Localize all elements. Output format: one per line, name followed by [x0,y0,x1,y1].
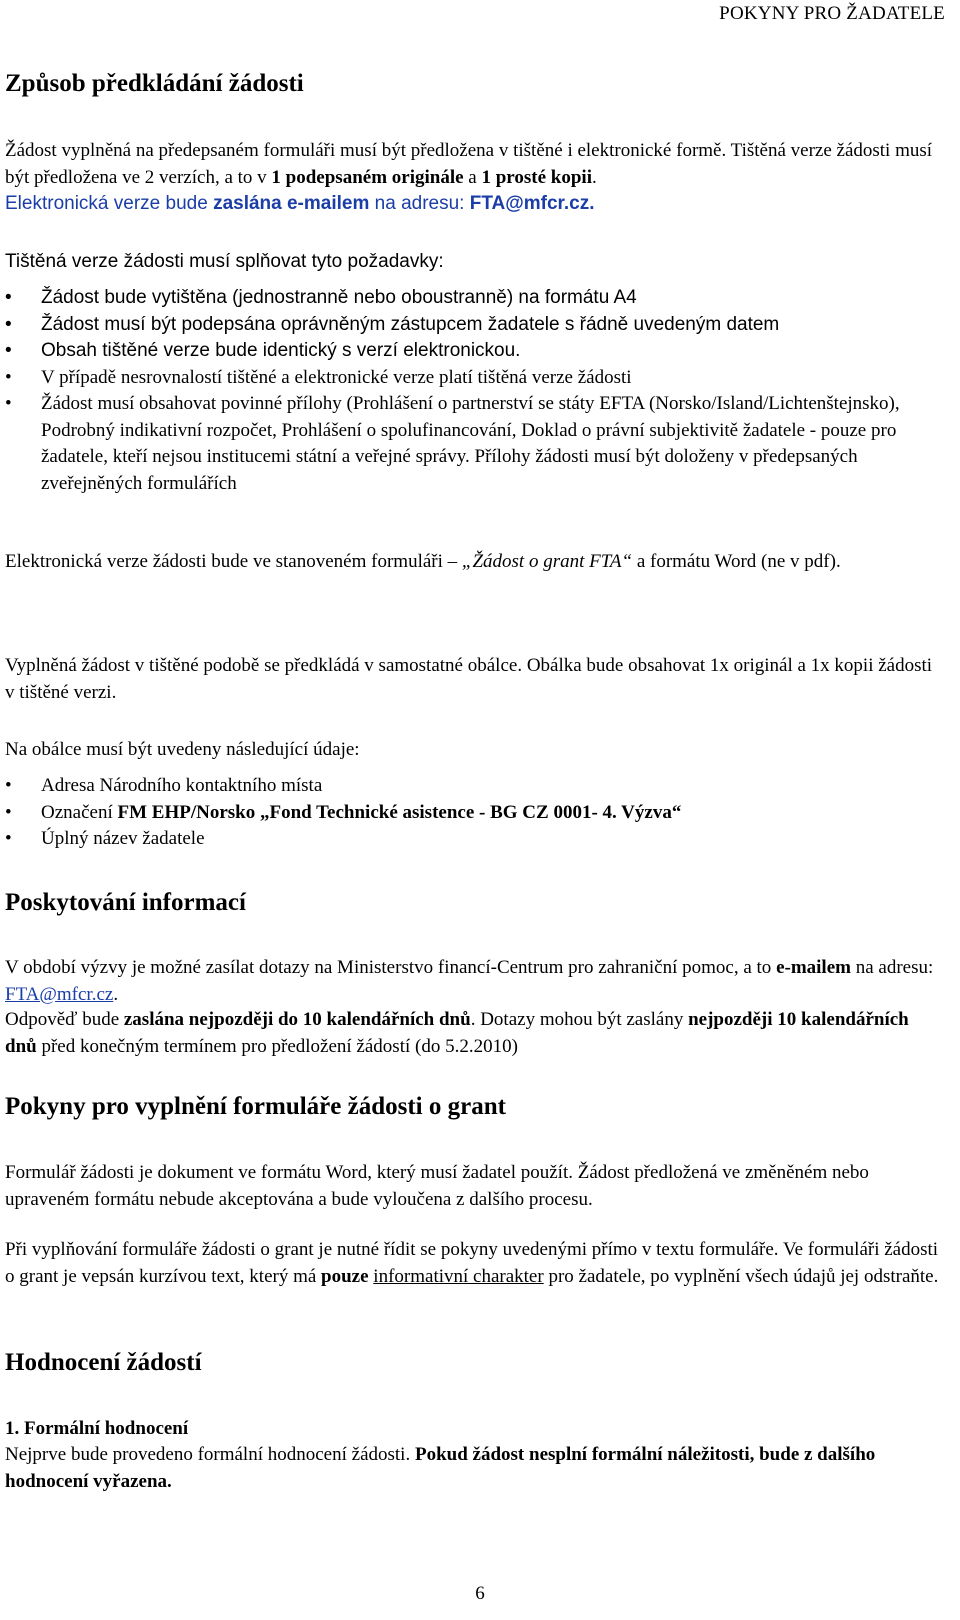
electronic-version-paragraph [5,549,945,576]
bullet-icon: • [5,393,12,414]
text-run: Elektronická verze bude [5,193,214,214]
text-bold: zaslána nejpozději do 10 kalendářních dnů [123,1009,471,1030]
section-heading-submission: Způsob předkládání žádosti [5,70,304,97]
text-run: na adresu: [850,957,934,978]
section-heading-form: Pokyny pro vyplnění formuláře žádosti o grant [5,1093,506,1120]
bullet-icon: • [5,366,12,388]
text-bold: Pokud žádost nesplní formální náležitosti, bude z dalšího hodnocení vyřazena. [5,1444,876,1492]
text-run: . Dotazy mohou být zaslány [470,1009,689,1030]
text-italic: „Žádost o grant FTA“ [461,551,633,572]
bullet-icon: • [5,313,12,335]
text-bold: zaslána e-mailem [213,193,370,214]
text-run: Při vyplňování formuláře žádosti o grant je nutné řídit se pokyny uvedenými přímo v textu formuláře. Ve formuláři žádosti o grant je vepsán kurzívou text, který má [5,1239,939,1287]
envelope-paragraph: Vyplněná žádost v tištěné podobě se předkládá v samostatné obálce. Obálka bude obsahovat 1x originál a 1x kopii žádosti v tištěné verzi. [5,655,933,703]
list-item-text: Adresa Národního kontaktního místa [41,775,323,796]
list-item-text: Označení [41,801,118,823]
list-item [5,312,945,339]
text-underlined: informativní charakter [373,1265,544,1287]
text-run: Elektronická verze žádosti bude ve stanoveném formuláři – [5,551,462,572]
subheading-text: 1. Formální hodnocení [5,1418,189,1439]
envelope-intro: Na obálce musí být uvedeny následující údaje: [5,739,360,760]
running-header: POKYNY PRO ŽADATELE [719,3,945,24]
requirements-list [5,285,945,497]
list-item-text: Žádost musí obsahovat povinné přílohy (Prohlášení o partnerství se státy EFTA (Norsko/Island/Lichtenštejnsko), Podrobný indikativní rozpočet, Prohlášení o spolufinancování, Doklad o právní subjektivitě žadatele - pouze pro žadatele, kteří nejsou institucemi státní a veřejné správy. Přílohy žádosti musí být doloženy v předepsaných zveřejněných formulářích [41,393,900,494]
text-run: před konečným termínem pro předložení žádostí (do 5.2.2010) [36,1035,518,1057]
bullet-icon: • [5,801,12,823]
text-run: Žádost vyplněná na předepsaném formuláři musí být předložena v tištěné i elektronické formě. Tištěná verze žádosti musí být předložena ve 2 verzích, a to v [5,140,933,188]
list-item [5,800,945,827]
list-item [5,365,945,392]
text-bold: 1 podepsaném originále [271,166,464,188]
response-paragraph [5,1007,945,1060]
bullet-icon: • [5,775,12,796]
bullet-icon: • [5,287,12,308]
list-item [5,285,945,312]
text-run: . [592,166,597,188]
text-bold: nejpozději 10 kalendářních dnů [5,1009,909,1057]
text-bold: FM EHP/Norsko „Fond Technické asistence - BG CZ 0001- 4. Výzva“ [117,801,682,823]
evaluation-paragraph [5,1442,945,1495]
list-item-text: Žádost bude vytištěna (jednostranně nebo oboustranně) na formátu A4 [41,287,637,308]
text-bold: 1 prosté kopii [481,166,592,188]
text-run: V období výzvy je možné zasílat dotazy na Ministerstvo financí-Centrum pro zahraniční pomoc, a to [5,957,777,978]
form-paragraph-2 [5,1237,945,1290]
text-run: Nejprve bude provedeno formální hodnocení žádosti. [5,1444,415,1465]
page-number: 6 [475,1583,485,1604]
list-item [5,338,945,365]
text-run: Odpověď bude [5,1009,124,1030]
text-run: na adresu: [369,193,470,214]
form-paragraph-1: Formulář žádosti je dokument ve formátu Word, který musí žadatel použít. Žádost předložená ve změněném nebo upraveném formátu nebude akceptována a bude vyloučena z dalšího procesu. [5,1162,869,1210]
list-item-text: Žádost musí být podepsána oprávněným zástupcem žadatele s řádně uvedeným datem [41,313,780,335]
info-paragraph [5,955,945,1008]
evaluation-subheading [5,1416,945,1443]
text-run: a formátu Word (ne v pdf). [632,551,841,572]
text-bold: pouze [321,1265,369,1287]
text-run: a [463,166,482,188]
bullet-icon: • [5,340,12,361]
bullet-icon: • [5,828,12,849]
list-item [5,391,945,497]
email-link[interactable]: FTA@mfcr.cz [5,983,114,1005]
section-heading-info: Poskytování informací [5,889,246,916]
list-item-text: V případě nesrovnalostí tištěné a elektronické verze platí tištěná verze žádosti [41,366,632,388]
list-item [5,773,945,800]
list-item [5,826,945,853]
list-item-text: Obsah tištěné verze bude identický s verzí elektronickou. [41,340,521,361]
envelope-list [5,773,945,853]
text-bold: e-mailem [776,957,851,978]
email-link[interactable]: FTA@mfcr.cz. [469,193,595,214]
text-run: . [113,983,119,1005]
submission-paragraph [5,138,945,218]
requirements-intro: Tištěná verze žádosti musí splňovat tyto požadavky: [5,251,444,272]
list-item-text: Úplný název žadatele [41,828,205,849]
section-heading-evaluation: Hodnocení žádostí [5,1349,202,1376]
text-run: pro žadatele, po vyplnění všech údajů jej odstraňte. [543,1265,939,1287]
electronic-line [5,193,595,214]
